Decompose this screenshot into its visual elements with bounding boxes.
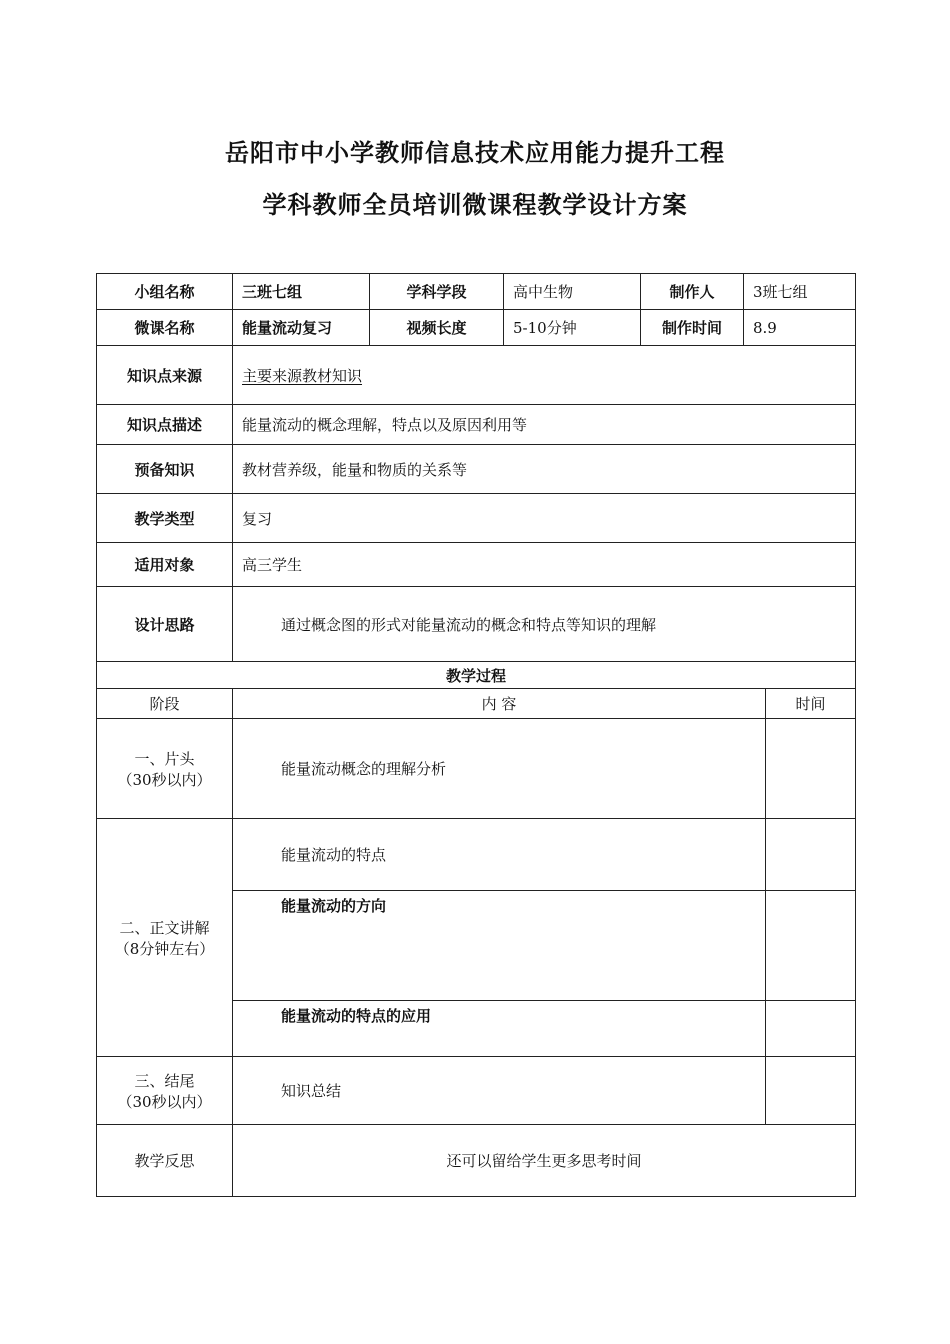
stage1-row [97, 719, 856, 819]
stage2-label [97, 819, 233, 1057]
desc-value: 能量流动的概念理解，特点以及原因利用等 [233, 405, 856, 445]
lesson-name-label: 微课名称 [97, 310, 233, 346]
stage2-title: 二、正文讲解 [119, 918, 210, 937]
design-label: 设计思路 [97, 587, 233, 662]
desc-label: 知识点描述 [97, 405, 233, 445]
video-length-value: 5-10分钟 [504, 310, 641, 346]
author-value: 3班七组 [744, 274, 856, 310]
stage3-title: 三、结尾 [134, 1071, 195, 1090]
reflection-label: 教学反思 [97, 1125, 233, 1197]
stage2-duration: （8分钟左右） [114, 939, 215, 958]
prereq-label: 预备知识 [97, 445, 233, 494]
subject-label: 学科学段 [370, 274, 504, 310]
stage1-duration: （30秒以内） [117, 770, 212, 789]
lesson-name-value: 能量流动复习 [233, 310, 370, 346]
design-value: 通过概念图的形式对能量流动的概念和特点等知识的理解 [233, 587, 856, 662]
group-name-value: 三班七组 [233, 274, 370, 310]
info-row-1 [97, 274, 856, 310]
stage2-content-1: 能量流动的特点 [233, 819, 766, 891]
group-name-label: 小组名称 [97, 274, 233, 310]
stage2-time-2 [766, 891, 856, 1001]
source-label: 知识点来源 [97, 346, 233, 405]
col-stage-header: 阶段 [97, 689, 233, 719]
type-label: 教学类型 [97, 494, 233, 543]
reflection-value: 还可以留给学生更多思考时间 [233, 1125, 856, 1197]
audience-value: 高三学生 [233, 543, 856, 587]
video-length-label: 视频长度 [370, 310, 504, 346]
subject-value: 高中生物 [504, 274, 641, 310]
author-label: 制作人 [641, 274, 744, 310]
info-row-2 [97, 310, 856, 346]
reflection-row [97, 1125, 856, 1197]
stage3-row [97, 1057, 856, 1125]
make-time-label: 制作时间 [641, 310, 744, 346]
stage1-label [97, 719, 233, 819]
stage2-content-3: 能量流动的特点的应用 [233, 1001, 766, 1057]
stage3-duration: （30秒以内） [117, 1092, 212, 1111]
make-time-value: 8.9 [744, 310, 856, 346]
stage1-title: 一、片头 [134, 749, 195, 768]
document-title: 岳阳市中小学教师信息技术应用能力提升工程 [225, 139, 725, 167]
stage2-content-2: 能量流动的方向 [233, 891, 766, 1001]
type-row [97, 494, 856, 543]
type-value: 复习 [233, 494, 856, 543]
col-time-header: 时间 [766, 689, 856, 719]
stage2-time-3 [766, 1001, 856, 1057]
document-subtitle: 学科教师全员培训微课程教学设计方案 [262, 191, 688, 219]
desc-row [97, 405, 856, 445]
stage3-time [766, 1057, 856, 1125]
audience-row [97, 543, 856, 587]
design-row [97, 587, 856, 662]
stage1-content: 能量流动概念的理解分析 [233, 719, 766, 819]
stage2-time-1 [766, 819, 856, 891]
lesson-plan-table [96, 273, 856, 1197]
source-value: 主要来源教材知识 [242, 366, 363, 385]
prereq-row [97, 445, 856, 494]
col-content-header: 内 容 [233, 689, 766, 719]
process-heading-row [97, 662, 856, 689]
stage1-time [766, 719, 856, 819]
prereq-value: 教材营养级，能量和物质的关系等 [233, 445, 856, 494]
stage3-label [97, 1057, 233, 1125]
source-row [97, 346, 856, 405]
process-header-row [97, 689, 856, 719]
stage2-row-a [97, 819, 856, 891]
stage3-content: 知识总结 [233, 1057, 766, 1125]
process-heading: 教学过程 [97, 662, 856, 689]
audience-label: 适用对象 [97, 543, 233, 587]
